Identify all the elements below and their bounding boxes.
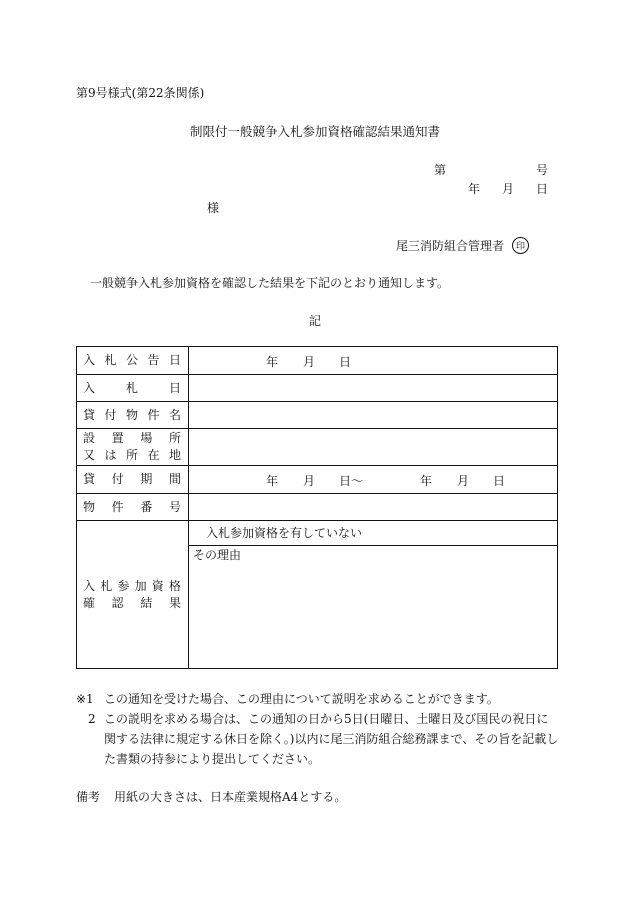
recipient-suffix: 様 xyxy=(207,201,220,215)
lease-end-year: 年 xyxy=(420,474,433,488)
remarks-text: 用紙の大きさは、日本産業規格A4とする。 xyxy=(114,790,347,804)
row-bid-date xyxy=(77,375,558,402)
value-result xyxy=(189,521,558,669)
value-property-number[interactable] xyxy=(189,494,558,521)
document-number xyxy=(434,161,548,178)
label-property-name: 貸 付 物 件 名 xyxy=(83,407,181,422)
ann-month: 月 xyxy=(303,355,316,369)
label-lease-period: 貸 付 期 間 xyxy=(83,472,181,486)
row-property-number xyxy=(77,494,558,521)
ann-day: 日 xyxy=(339,355,352,369)
ann-year: 年 xyxy=(266,355,279,369)
issue-day: 日 xyxy=(535,182,548,196)
document-title: 制限付一般競争入札参加資格確認結果通知書 xyxy=(189,124,440,139)
issue-date xyxy=(468,180,548,197)
sender xyxy=(396,237,529,254)
notes xyxy=(76,689,566,769)
issue-month: 月 xyxy=(501,182,514,196)
lease-start-year: 年 xyxy=(266,474,279,488)
label-result-line2: 確 認 結 果 xyxy=(83,595,181,610)
label-location-line2: 又 は 所 在 地 xyxy=(83,448,181,462)
row-lease-period xyxy=(77,466,558,494)
seal-icon: 印 xyxy=(512,237,529,254)
reason-label: その理由 xyxy=(193,548,242,562)
sender-name: 尾三消防組合管理者 xyxy=(396,239,505,253)
lease-end-day: 日 xyxy=(493,474,506,488)
label-result-line1: 入 札 参 加 資 格 xyxy=(83,578,181,593)
label-property-number: 物 件 番 号 xyxy=(83,499,181,514)
label-bid-date: 入 札 日 xyxy=(83,380,181,395)
note-2-text-line3: た書類の持参により提出してください。 xyxy=(104,752,321,766)
remarks xyxy=(76,788,346,805)
row-location xyxy=(77,429,558,466)
row-result xyxy=(77,521,558,669)
ki-heading: 記 xyxy=(308,314,321,328)
value-announcement-date[interactable] xyxy=(189,347,558,375)
value-location[interactable] xyxy=(189,429,558,466)
note-2 xyxy=(76,709,566,729)
note-1 xyxy=(76,689,566,709)
result-reason[interactable] xyxy=(189,546,557,668)
value-property-name[interactable] xyxy=(189,402,558,429)
note-2-text-line1: この説明を求める場合は、この通知の日から5日(日曜日、土曜日及び国民の祝日に xyxy=(104,712,549,726)
form-number: 第9号様式(第22条関係) xyxy=(76,86,205,100)
lease-end-month: 月 xyxy=(457,474,470,488)
doc-number-prefix: 第 xyxy=(434,163,447,177)
result-table xyxy=(76,346,558,669)
note-2-text-line2: 関する法律に規定する休日を除く。)以内に尾三消防組合総務課まで、その旨を記載し xyxy=(104,732,559,746)
doc-number-suffix: 号 xyxy=(535,163,548,177)
note-1-text: この通知を受けた場合、この理由について説明を求めることができます。 xyxy=(104,692,499,706)
remarks-label: 備考 xyxy=(76,790,101,804)
row-property-name xyxy=(77,402,558,429)
issue-year: 年 xyxy=(468,182,481,196)
label-location-line1: 設 置 場 所 xyxy=(83,431,181,445)
label-announcement-date: 入 札 公 告 日 xyxy=(83,353,181,367)
lease-start-day: 日〜 xyxy=(339,474,364,488)
note-2-mark: 2 xyxy=(88,712,96,726)
row-announcement-date xyxy=(77,347,558,375)
value-lease-period[interactable] xyxy=(189,466,558,494)
note-1-mark: ※1 xyxy=(76,692,94,706)
result-status[interactable]: 入札参加資格を有していない xyxy=(189,521,557,546)
value-bid-date[interactable] xyxy=(189,375,558,402)
lease-start-month: 月 xyxy=(303,474,316,488)
intro-text: 一般競争入札参加資格を確認した結果を下記のとおり通知します。 xyxy=(90,276,450,290)
